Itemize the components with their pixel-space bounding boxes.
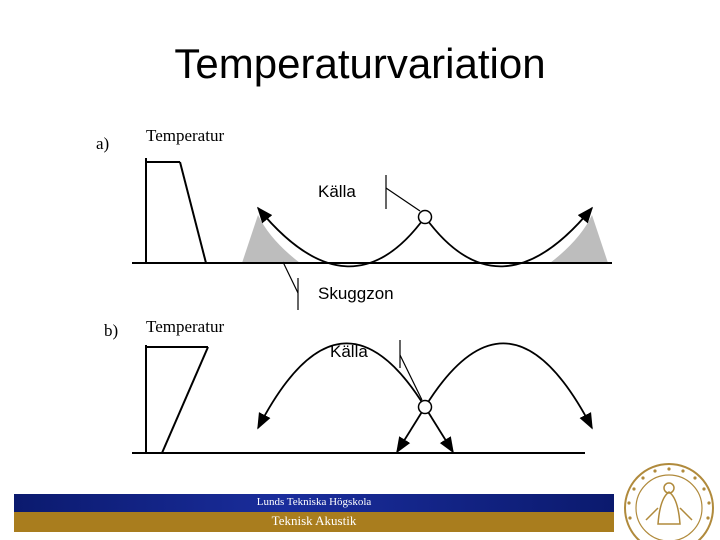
shadow-leader — [283, 262, 298, 293]
slide-title: Temperaturvariation — [174, 40, 546, 87]
source-a-label: Källa — [318, 182, 356, 201]
shadow-zone-label: Skuggzon — [318, 284, 394, 303]
panel-a-axis-label: Temperatur — [146, 126, 225, 145]
panel-a-label: a) — [96, 134, 110, 153]
panel-b — [104, 317, 592, 453]
panel-b-axis-label: Temperatur — [146, 317, 225, 336]
panel-a — [96, 126, 612, 310]
ray-b-right — [425, 343, 592, 428]
source-b-label: Källa — [330, 342, 368, 361]
source-b — [419, 401, 432, 414]
panel-a-temp-profile — [180, 162, 206, 263]
footer-university: Lunds Tekniska Högskola — [256, 496, 372, 508]
source-a-leader — [386, 188, 420, 211]
panel-b-temp-profile — [162, 347, 208, 453]
source-a — [419, 211, 432, 224]
ray-b-down-left — [397, 407, 425, 452]
footer-department: Teknisk Akustik — [271, 513, 357, 528]
ray-b-down-right — [425, 407, 453, 452]
university-seal-logo — [618, 458, 720, 540]
panel-b-label: b) — [104, 321, 119, 340]
